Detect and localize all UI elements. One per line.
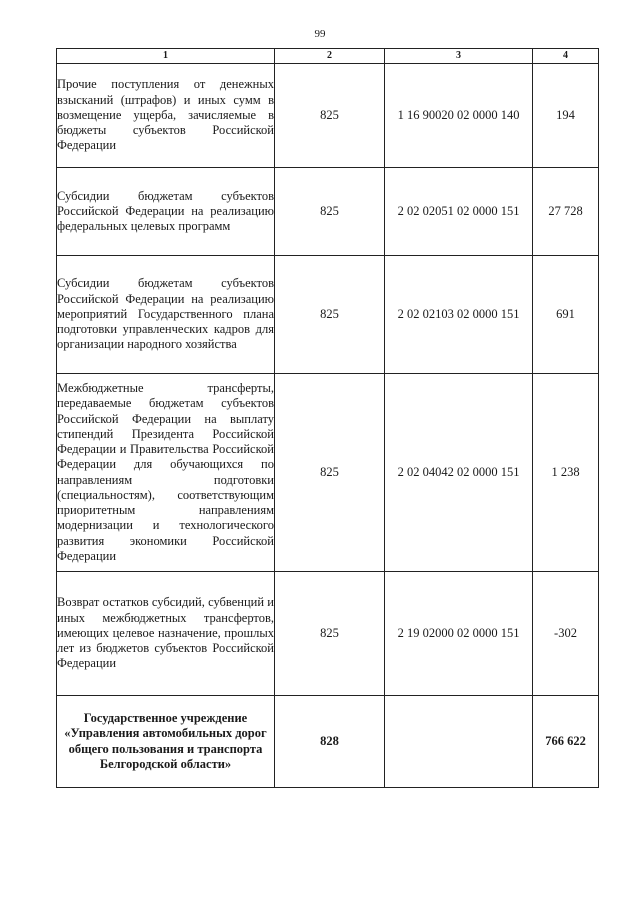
table-row — [57, 64, 599, 168]
revenue-name-cell: Межбюджетные трансферты, передаваемые бюджетам субъектов Российской Федерации на выплату стипендий Президента Российской Федерации и Правительства Российской Федерации для обучающихся по направлениям подготовки (специальностям), соответствующим приоритетным направлениям модернизации и технологического развития экономики Российской Федерации — [57, 374, 275, 572]
table-header-row — [57, 49, 599, 64]
revenue-table — [56, 48, 599, 788]
table-row-total — [57, 696, 599, 788]
budget-classification-code-cell: 1 16 90020 02 0000 140 — [385, 64, 533, 168]
admin-code-cell: 825 — [275, 64, 385, 168]
budget-classification-code-cell: 2 02 02051 02 0000 151 — [385, 168, 533, 256]
column-header: 3 — [385, 49, 533, 64]
column-header: 1 — [57, 49, 275, 64]
revenue-name-cell: Субсидии бюджетам субъектов Российской Федерации на реализацию федеральных целевых программ — [57, 168, 275, 256]
budget-classification-code-cell: 2 02 02103 02 0000 151 — [385, 256, 533, 374]
admin-code-cell: 825 — [275, 374, 385, 572]
column-header: 4 — [533, 49, 599, 64]
admin-code-cell: 825 — [275, 572, 385, 696]
admin-code-cell: 825 — [275, 256, 385, 374]
amount-cell: 1 238 — [533, 374, 599, 572]
budget-classification-code-cell: 2 19 02000 02 0000 151 — [385, 572, 533, 696]
admin-code-cell: 828 — [275, 696, 385, 788]
table-row — [57, 572, 599, 696]
revenue-name-cell: Возврат остатков субсидий, субвенций и иных межбюджетных трансфертов, имеющих целевое назначение, прошлых лет из бюджетов субъектов Российской Федерации — [57, 572, 275, 696]
table-row — [57, 374, 599, 572]
amount-cell: 691 — [533, 256, 599, 374]
amount-cell: 194 — [533, 64, 599, 168]
amount-cell: 766 622 — [533, 696, 599, 788]
table-row — [57, 256, 599, 374]
institution-name-cell: Государственное учреждение «Управления автомобильных дорог общего пользования и транспорта Белгородской области» — [57, 696, 275, 788]
amount-cell: -302 — [533, 572, 599, 696]
page-number: 99 — [314, 28, 326, 40]
budget-classification-code-cell: 2 02 04042 02 0000 151 — [385, 374, 533, 572]
revenue-name-cell: Субсидии бюджетам субъектов Российской Федерации на реализацию мероприятий Государственного плана подготовки управленческих кадров для организации народного хозяйства — [57, 256, 275, 374]
admin-code-cell: 825 — [275, 168, 385, 256]
table-row — [57, 168, 599, 256]
budget-classification-code-cell — [385, 696, 533, 788]
revenue-name-cell: Прочие поступления от денежных взысканий (штрафов) и иных сумм в возмещение ущерба, зачисляемые в бюджеты субъектов Российской Федерации — [57, 64, 275, 168]
amount-cell: 27 728 — [533, 168, 599, 256]
column-header: 2 — [275, 49, 385, 64]
